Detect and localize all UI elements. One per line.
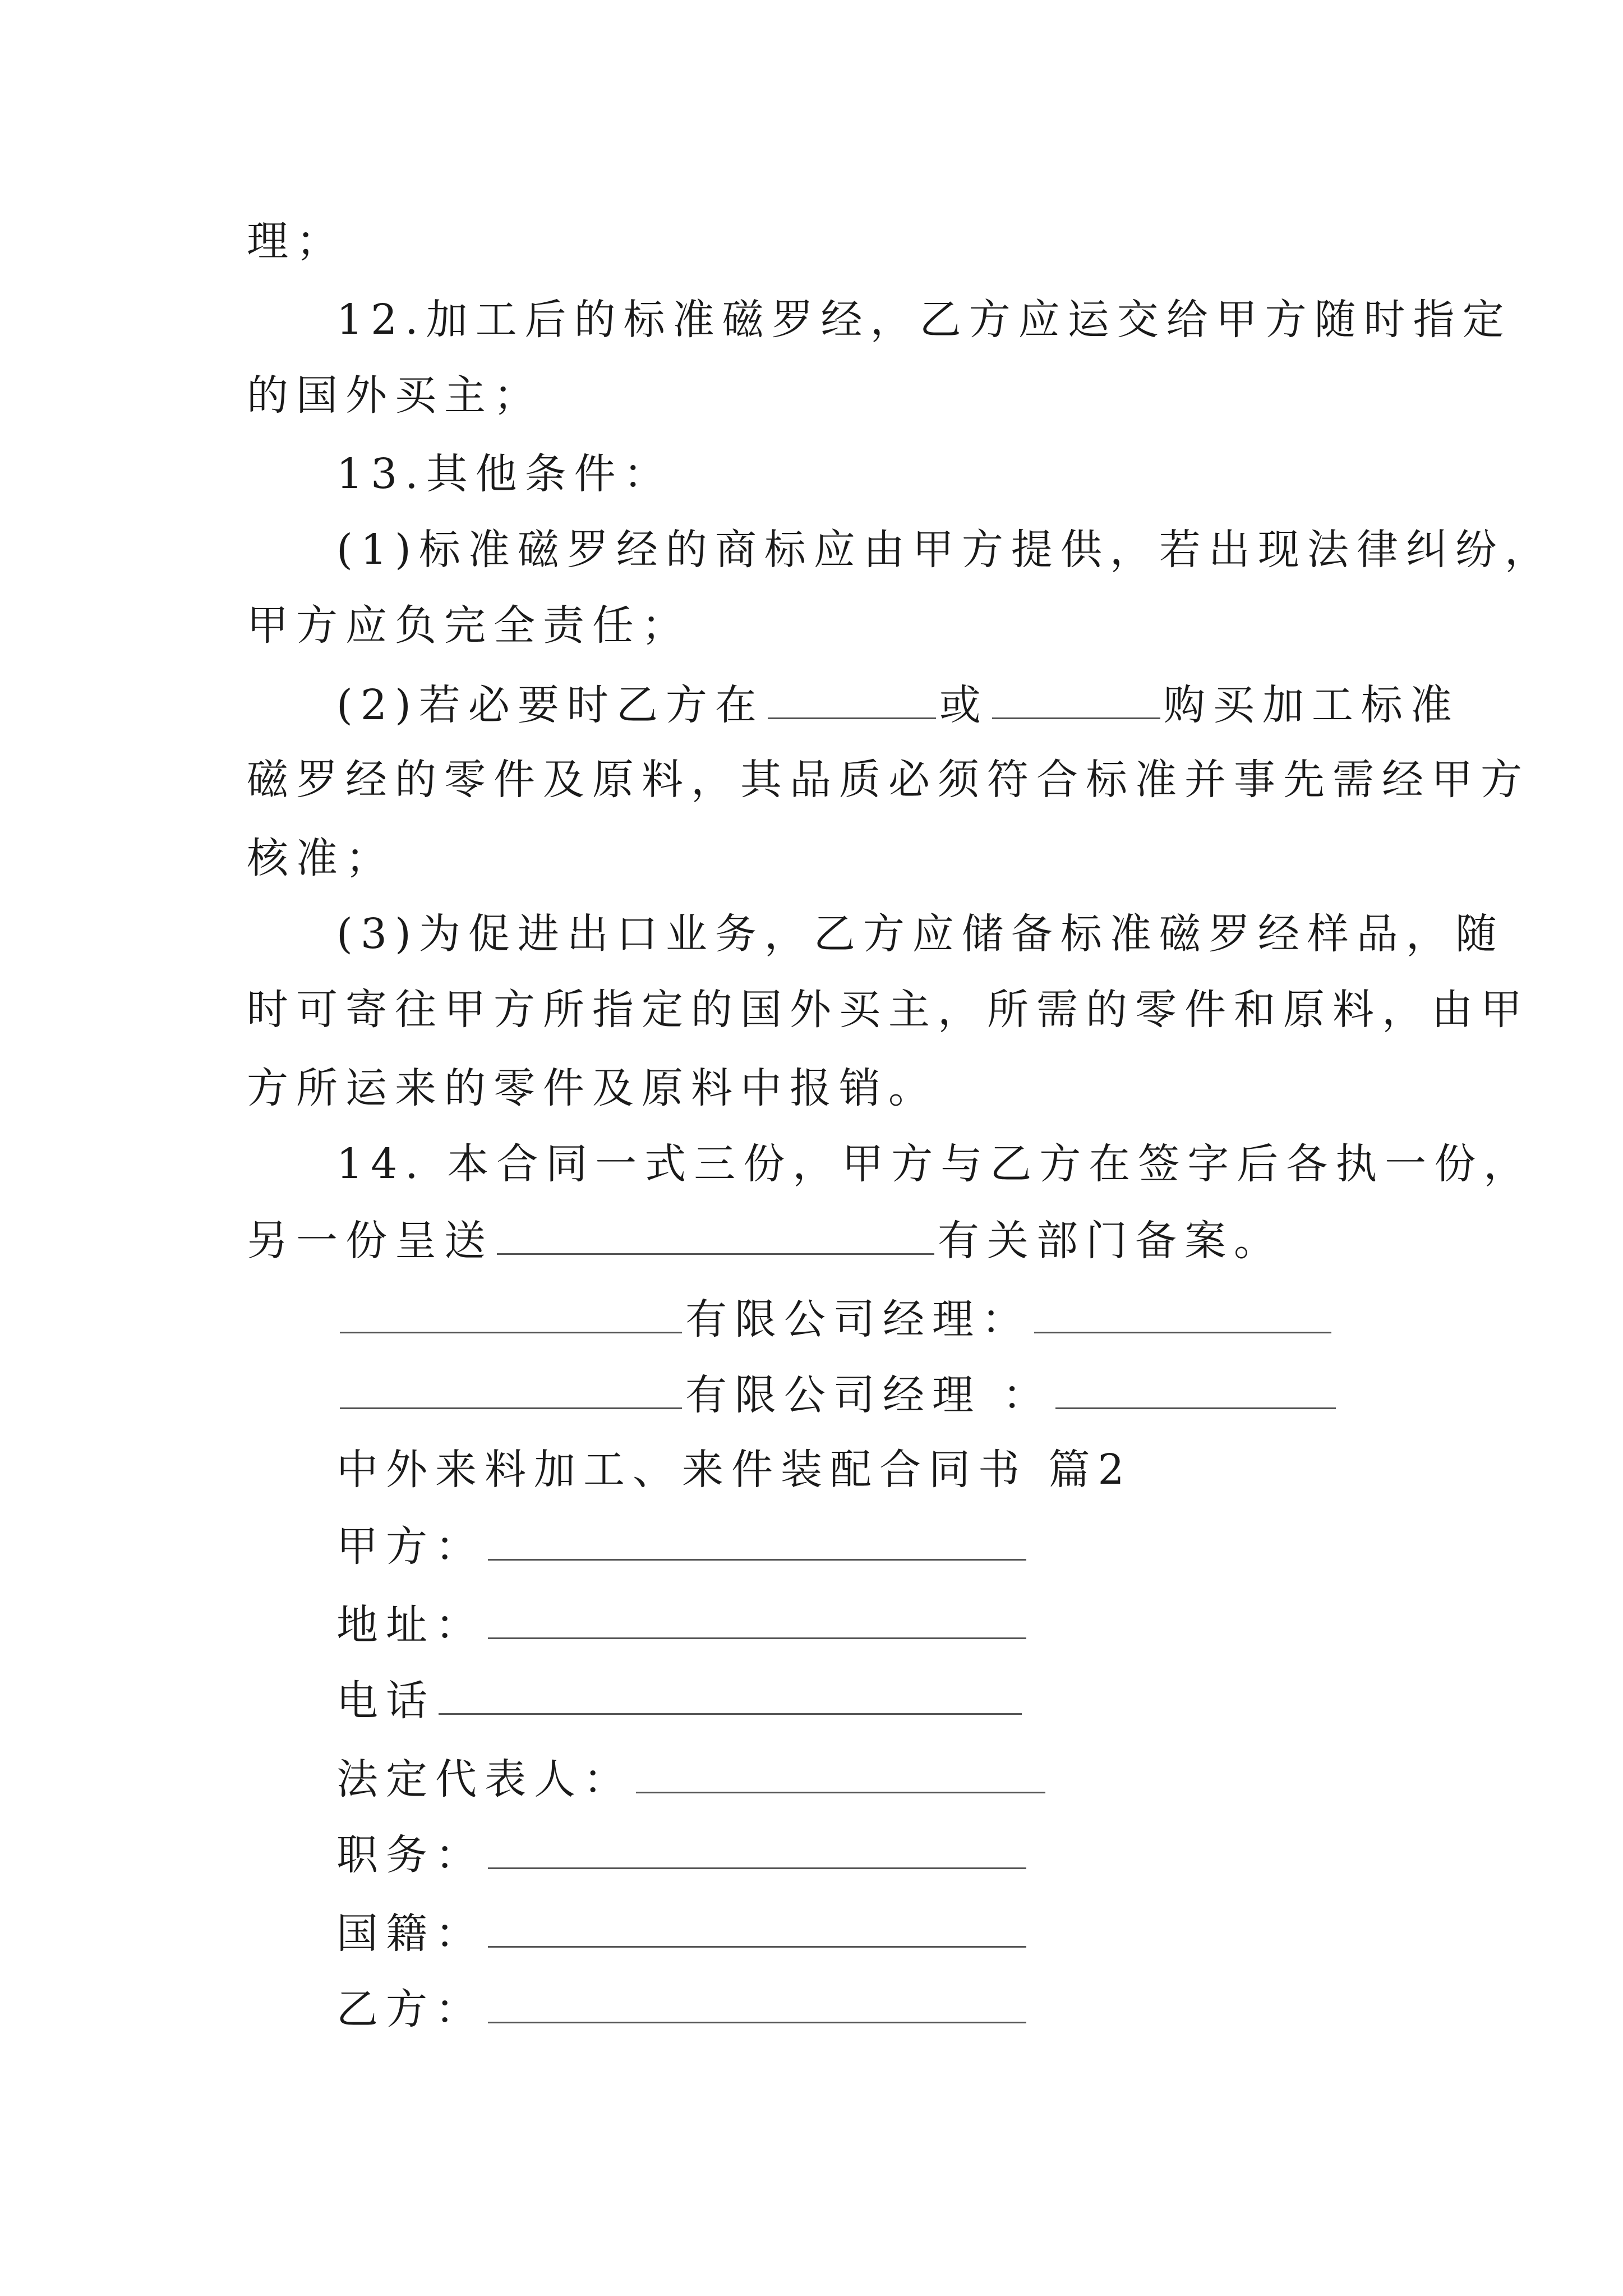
clause-13-2-line-2: 磁罗经的零件及原料，其品质必须符合标准并事先需经甲方: [247, 756, 1530, 804]
manager-label-2: 有限公司经理 ：: [685, 1371, 1052, 1419]
contract-title: 中外来料加工、来件装配合同书 篇2: [336, 1446, 1132, 1494]
clause-13-3-line-2: 时可寄往甲方所指定的国外买主，所需的零件和原料，由甲: [247, 986, 1530, 1034]
clause-12: [336, 292, 1512, 348]
legal-rep-row: [336, 1750, 1049, 1806]
legal-rep-label: 法定代表人：: [336, 1755, 633, 1803]
party-b-blank: [488, 1980, 1026, 2023]
position-blank: [488, 1826, 1026, 1869]
phone-row: [336, 1672, 1025, 1728]
clause-14: [336, 1136, 1533, 1192]
phone-blank: [439, 1672, 1022, 1715]
nationality-blank: [488, 1904, 1026, 1948]
clause-14-line-1: 14. 本合同一式三份，甲方与乙方在签字后各执一份，: [336, 1140, 1533, 1188]
signature-line-2: [336, 1366, 1339, 1422]
phone-label: 电话: [336, 1677, 435, 1725]
party-b-row: [336, 1980, 1030, 2036]
clause-12-cont: [247, 367, 543, 424]
clause-12-line-2: 的国外买主；: [247, 371, 543, 420]
clause-13-1: [336, 522, 1554, 578]
text-line: [247, 213, 345, 269]
clause-13-heading: 13.其他条件：: [336, 450, 673, 498]
clause-13-2-line-3: 核准；: [247, 834, 395, 882]
clause-14-post: 有关部门备案。: [938, 1217, 1283, 1265]
clause-13-1-line-2: 甲方应负完全责任；: [247, 601, 691, 650]
clause-13-3-cont: [247, 982, 1530, 1038]
party-a-row: [336, 1517, 1030, 1573]
nationality-row: [336, 1904, 1030, 1961]
clause-13-3-cont2: [247, 1060, 938, 1116]
party-a-blank: [488, 1517, 1026, 1561]
manager-label-1: 有限公司经理：: [685, 1295, 1031, 1343]
clause-13-2-pre: (2)若必要时乙方在: [336, 681, 764, 729]
clause-13-2: [336, 676, 1460, 732]
address-blank: [488, 1596, 1026, 1639]
nationality-label: 国籍：: [336, 1910, 485, 1958]
clause-13-2-or: 或: [939, 681, 989, 729]
paragraph-tail: 理；: [247, 217, 345, 265]
company-name-blank: [340, 1366, 682, 1409]
clause-13-1-cont: [247, 597, 691, 654]
blank-field: [768, 676, 936, 719]
clause-13-2-cont2: [247, 830, 395, 886]
blank-field: [497, 1212, 934, 1255]
clause-12-line-1: 12.加工后的标准磁罗经，乙方应运交给甲方随时指定: [336, 296, 1512, 344]
manager-signature-blank: [1055, 1366, 1336, 1409]
clause-13-3: [336, 906, 1505, 962]
address-label: 地址：: [336, 1601, 485, 1649]
position-row: [336, 1826, 1030, 1882]
manager-signature-blank: [1034, 1290, 1331, 1333]
clause-13-3-line-1: (3)为促进出口业务，乙方应储备标准磁罗经样品，随: [336, 910, 1505, 958]
section-title: [336, 1442, 1132, 1498]
clause-13-2-cont: [247, 752, 1530, 808]
legal-rep-blank: [636, 1750, 1045, 1793]
clause-13-2-post: 购买加工标准: [1163, 681, 1460, 729]
party-b-label: 乙方：: [336, 1985, 485, 2033]
company-name-blank: [340, 1290, 682, 1333]
address-row: [336, 1596, 1030, 1652]
party-a-label: 甲方：: [336, 1522, 485, 1571]
clause-14-pre: 另一份呈送: [247, 1217, 494, 1265]
clause-13-1-line-1: (1)标准磁罗经的商标应由甲方提供，若出现法律纠纷，: [336, 526, 1554, 574]
position-label: 职务：: [336, 1831, 485, 1879]
clause-13: [336, 446, 673, 502]
clause-13-3-line-3: 方所运来的零件及原料中报销。: [247, 1064, 938, 1112]
signature-line-1: [336, 1290, 1335, 1346]
blank-field: [992, 676, 1160, 719]
clause-14-cont: [247, 1212, 1283, 1268]
